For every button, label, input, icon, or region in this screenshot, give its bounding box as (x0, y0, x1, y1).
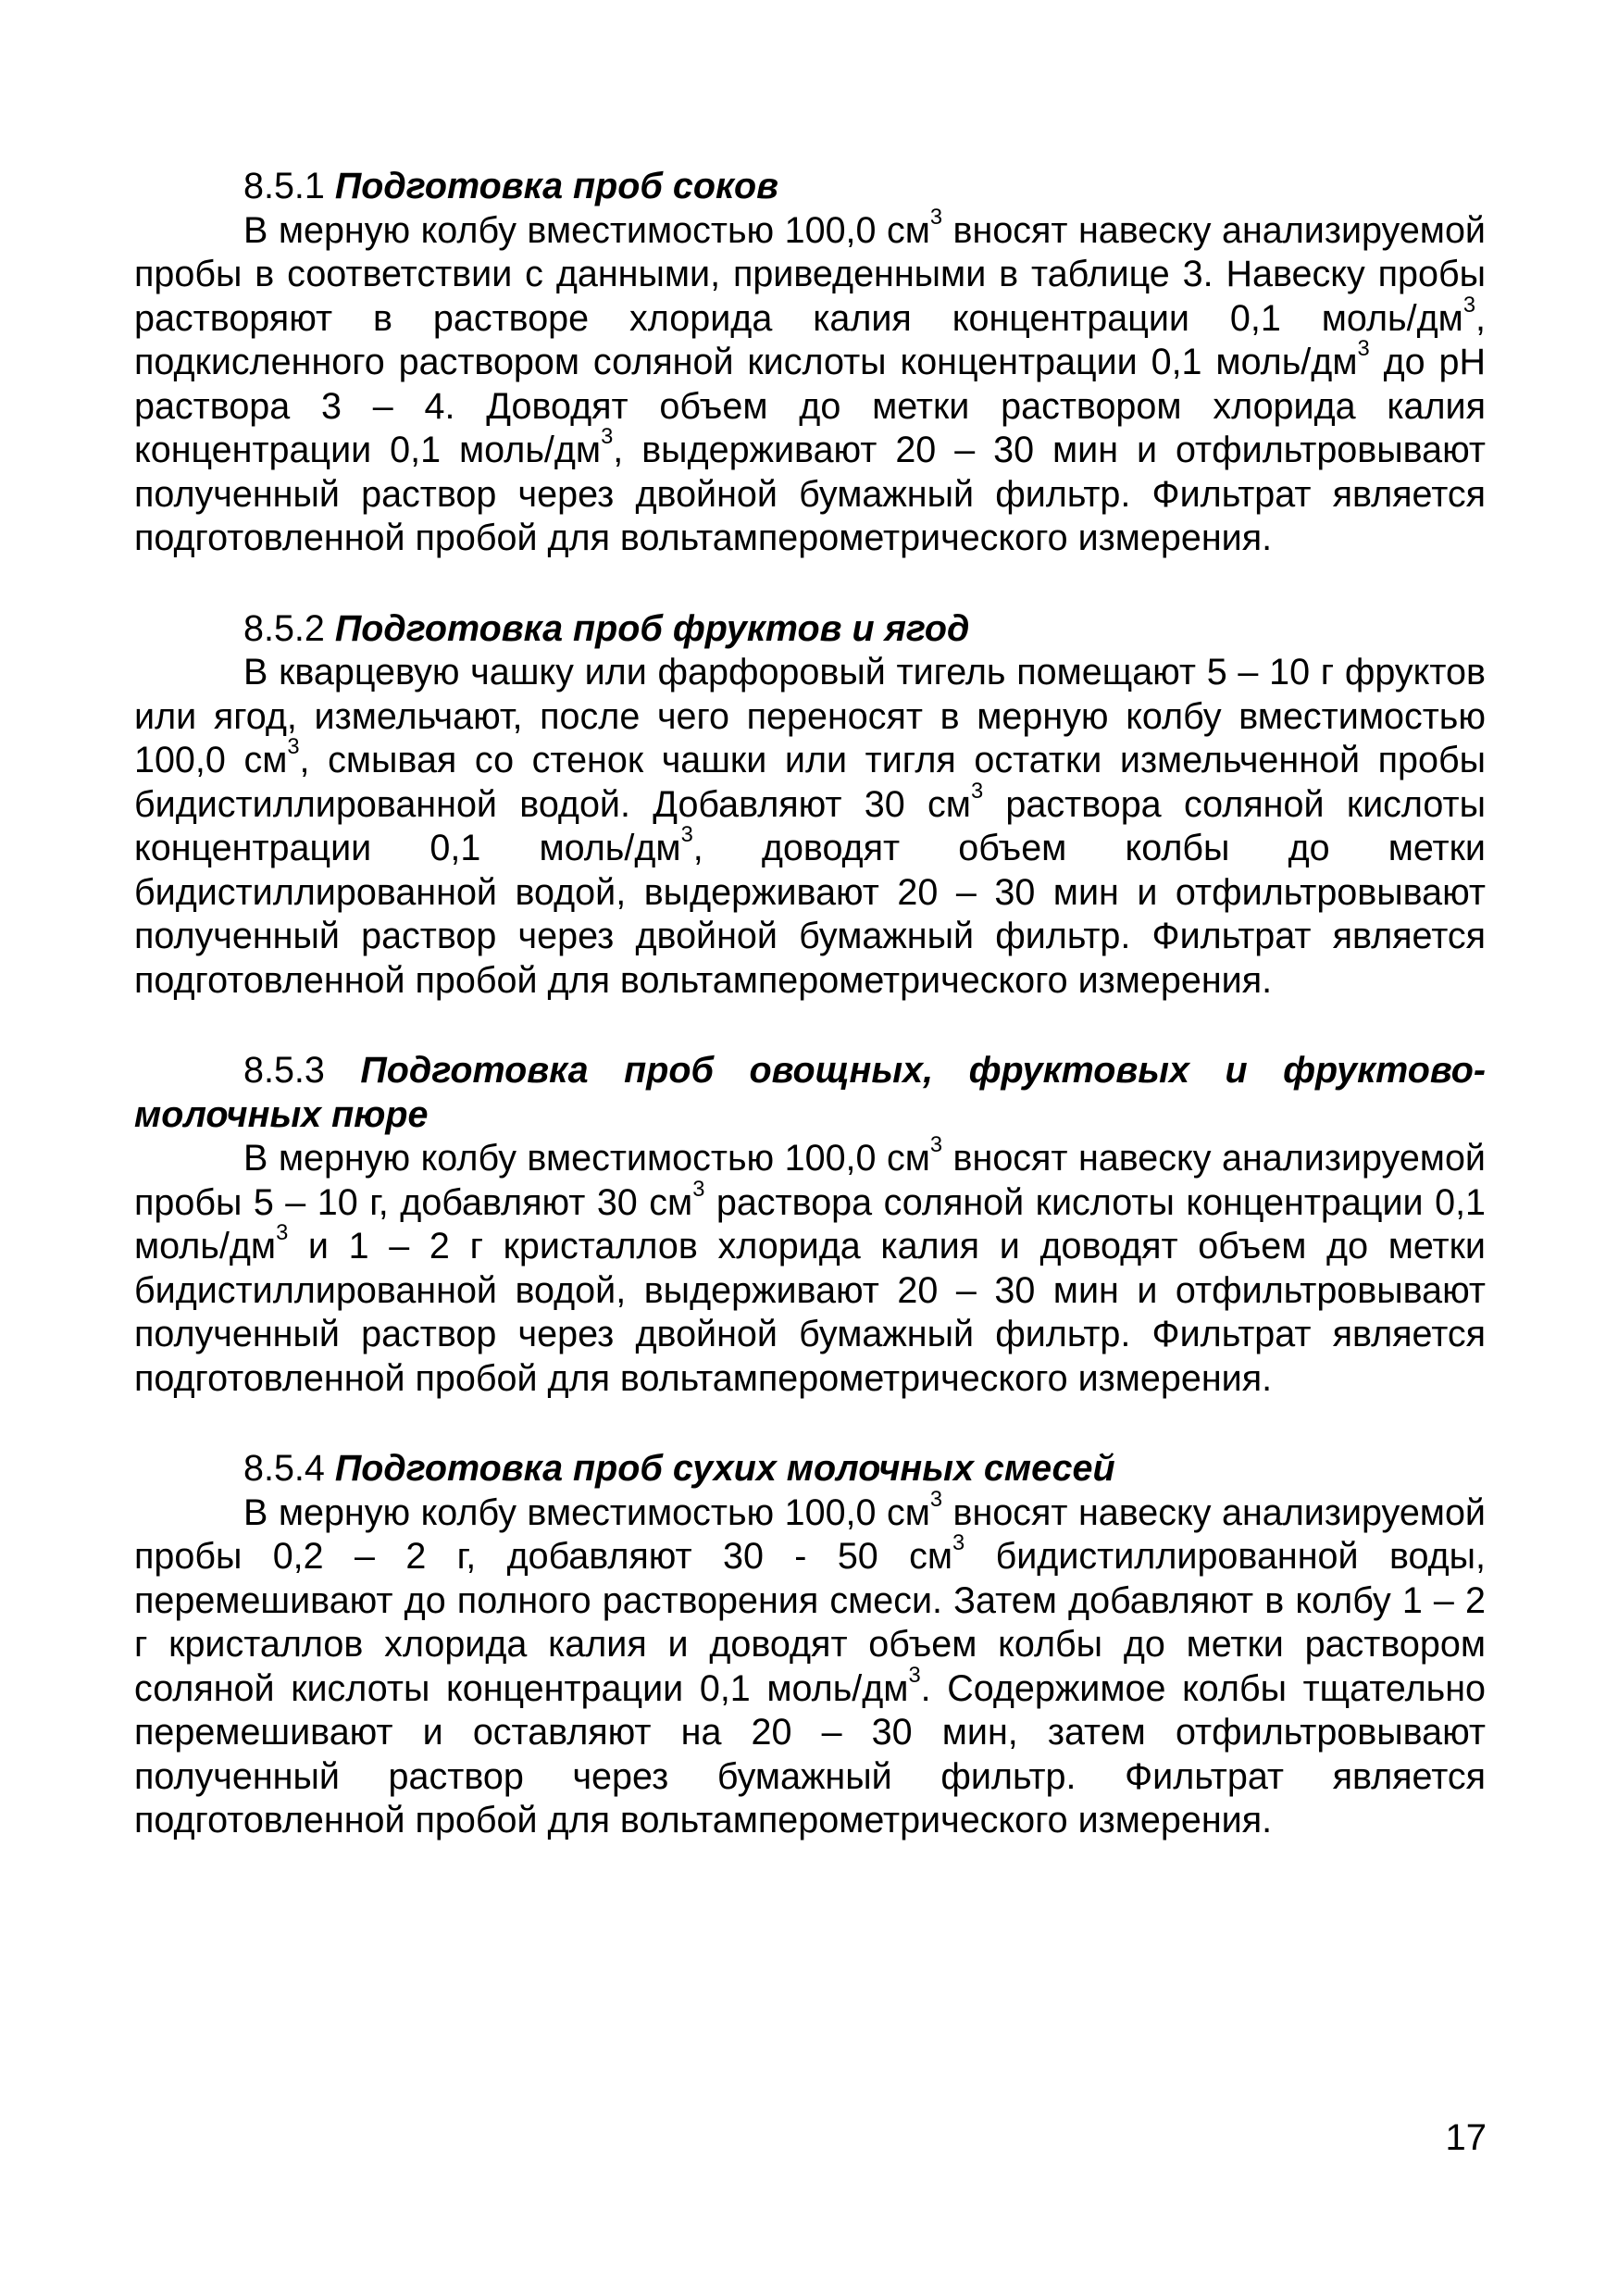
section-number: 8.5.3 (243, 1050, 361, 1091)
superscript-exponent: 3 (929, 1132, 943, 1157)
section-number: 8.5.1 (243, 166, 335, 206)
section-heading: Подготовка проб овощных, фруктовых и фруктово-молочных пюре (134, 1050, 1487, 1135)
section-heading: Подготовка проб сухих молочных смесей (334, 1448, 1115, 1489)
superscript-exponent: 3 (680, 822, 693, 847)
section-body: В мерную колбу вместимостью 100,0 $см^3$ вносят навеску анализируемой пробы 0,2 – 2 г, добавляют 30 - 50 $см^3$ бидистиллированной воды, перемешивают до полного растворения смеси. Затем добавляют в колбу 1 – 2 г кристаллов хлорида калия и доводят объем колбы до метки раствором соляной кислоты концентрации 0,1 моль/$дм^3$. Содержимое колбы тщательно перемешивают и оставляют на 20 – 30 мин, затем отфильтровывают полученный раствор через бумажный фильтр. Фильтрат является подготовленной пробой для вольтамперометрического измерения. (134, 1487, 1486, 1841)
superscript-exponent: 3 (276, 1220, 289, 1245)
superscript-exponent: 3 (952, 1530, 965, 1555)
section-body: В мерную колбу вместимостью 100,0 $см^3$ вносят навеску анализируемой пробы 5 – 10 г, добавляют 30 $см^3$ раствора соляной кислоты концентрации 0,1 моль/$дм^3$ и 1 – 2 г кристаллов хлорида калия и доводят объем до метки бидистиллированной водой, выдерживают 20 – 30 мин и отфильтровывают полученный раствор через двойной бумажный фильтр. Фильтрат является подготовленной пробой для вольтамперометрического измерения. (134, 1132, 1487, 1399)
superscript-exponent: 3 (970, 779, 984, 804)
section-body: В мерную колбу вместимостью 100,0 $см^3$ вносят навеску анализируемой пробы в соответствии с данными, приведенными в таблице 3. Навеску пробы растворяют в растворе хлорида калия концентрации 0,1 моль/$дм^3$, подкисленного раствором соляной кислоты концентрации 0,1 моль/$дм^3$ до рН раствора 3 – 4. Доводят объем до метки раствором хлорида калия концентрации 0,1 моль/$дм^3$, выдерживают 20 – 30 мин и отфильтровывают полученный раствор через двойной бумажный фильтр. Фильтрат является подготовленной пробой для вольтамперометрического измерения. (134, 205, 1486, 558)
superscript-exponent: 3 (601, 424, 614, 449)
document-page (134, 165, 1486, 1890)
section-heading: Подготовка проб фруктов и ягод (334, 607, 970, 649)
section-number: 8.5.2 (243, 607, 335, 649)
section-body: В кварцевую чашку или фарфоровый тигель помещают 5 – 10 г фруктов или ягод, измельчают, после чего переносят в мерную колбу вместимостью 100,0 $см^3$, смывая со стенок чашки или тигля остатки измельченной пробы бидистиллированной водой. Добавляют 30 $см^3$ раствора соляной кислоты концентрации 0,1 моль/$дм^3$, доводят объем колбы до метки бидистиллированной водой, выдерживают 20 – 30 мин и отфильтровывают полученный раствор через двойной бумажный фильтр. Фильтрат является подготовленной пробой для вольтамперометрического измерения. (134, 652, 1487, 1001)
section-title (134, 165, 1486, 209)
superscript-exponent: 3 (1462, 293, 1476, 318)
superscript-exponent: 3 (1357, 336, 1370, 361)
section-8-5-1 (134, 165, 1486, 561)
section-heading: Подготовка проб соков (334, 166, 778, 206)
section-number: 8.5.4 (243, 1448, 335, 1489)
superscript-exponent: 3 (929, 1487, 943, 1512)
section-title (134, 607, 1486, 652)
superscript-exponent: 3 (692, 1177, 705, 1202)
page-number: 17 (1445, 2117, 1487, 2158)
section-title (134, 1049, 1486, 1137)
section-8-5-3 (134, 1049, 1486, 1401)
section-title (134, 1447, 1486, 1491)
section-8-5-4 (134, 1447, 1486, 1843)
superscript-exponent: 3 (287, 734, 300, 759)
superscript-exponent: 3 (929, 205, 943, 230)
superscript-exponent: 3 (908, 1663, 921, 1688)
section-8-5-2 (134, 607, 1486, 1004)
